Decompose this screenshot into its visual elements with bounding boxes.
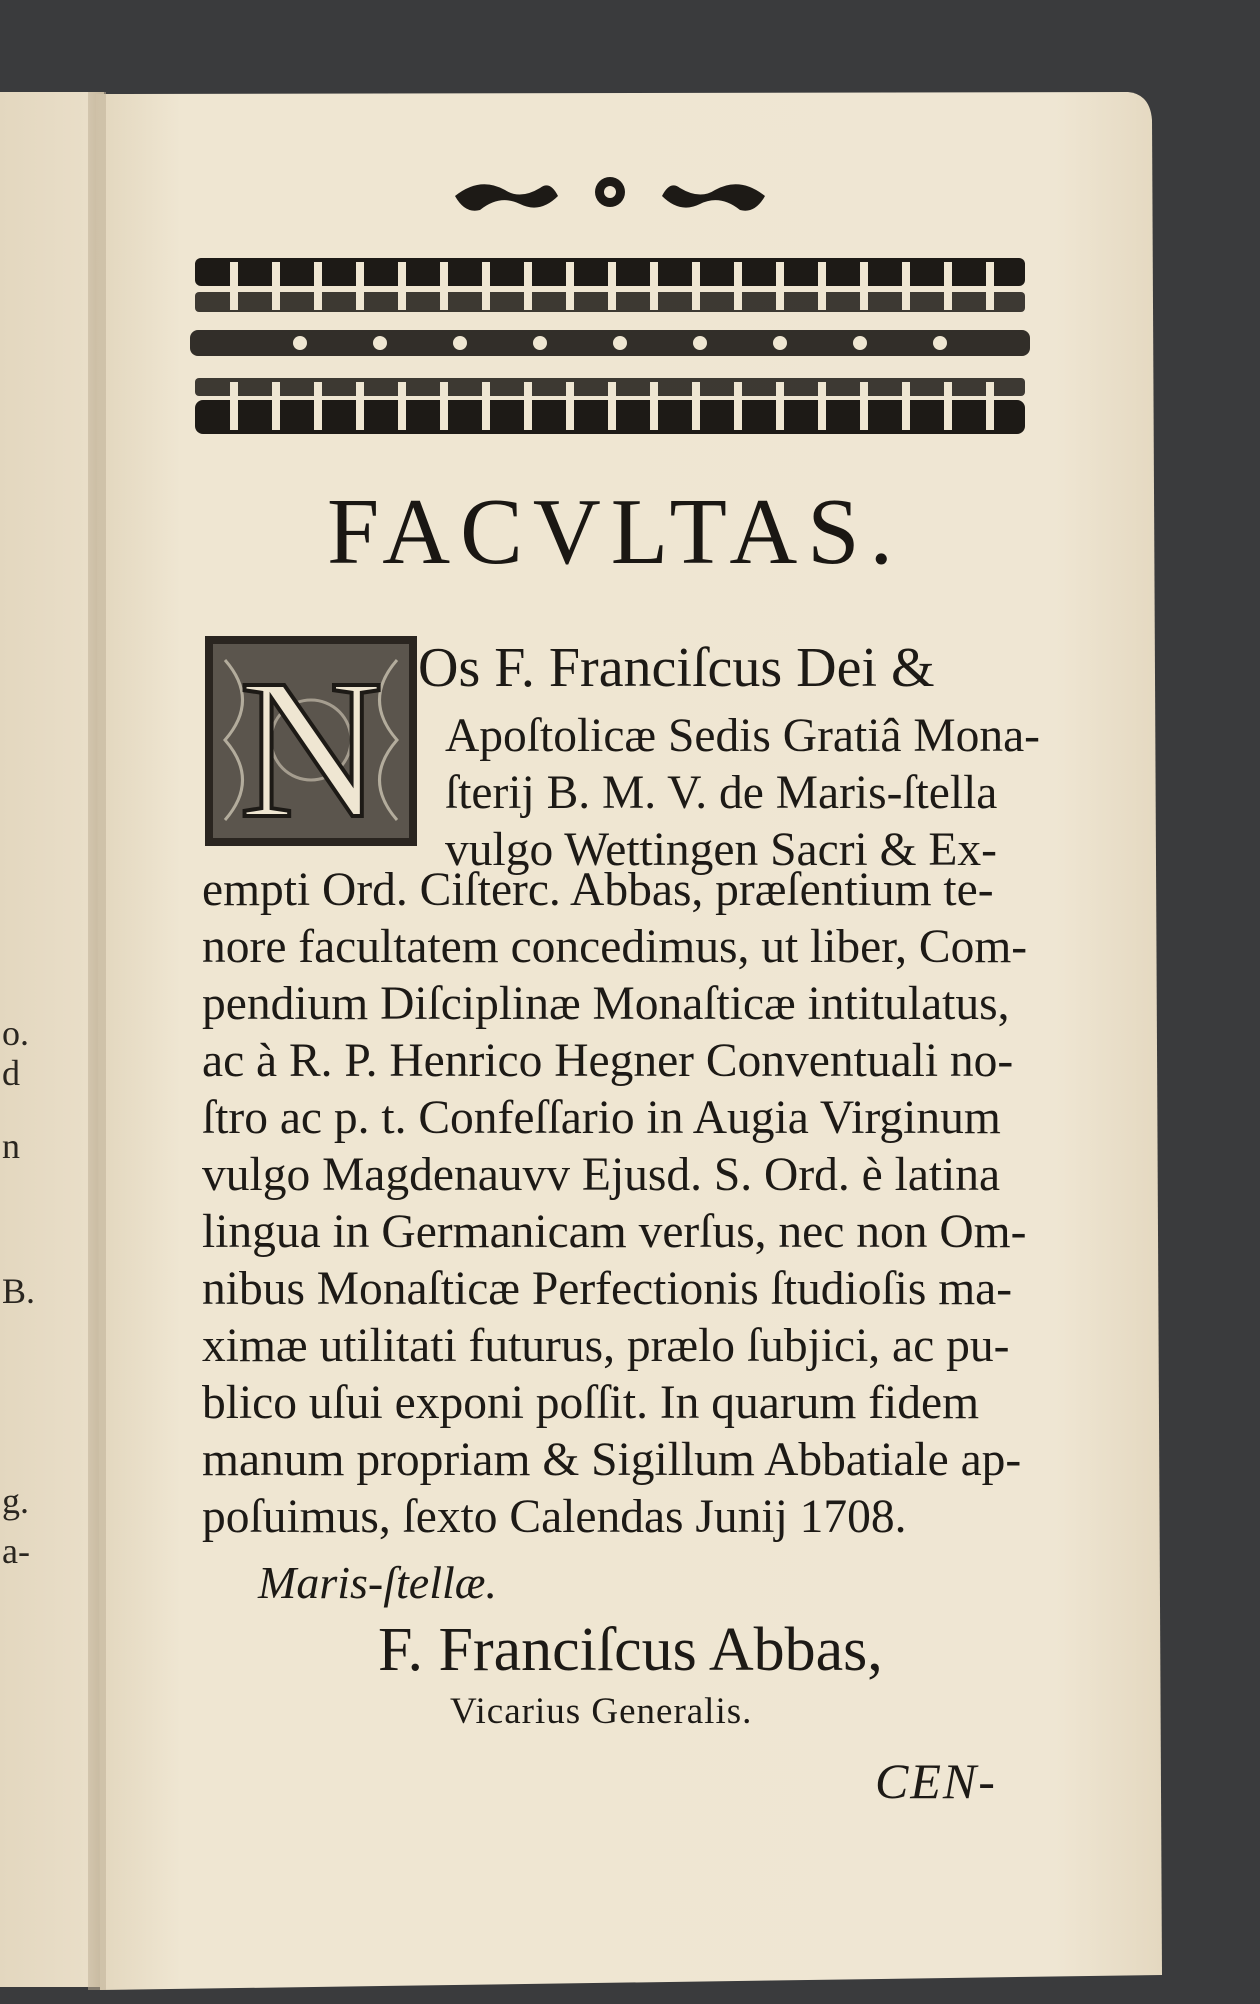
body-line: vulgo Magdenauvv Ejusd. S. Ord. è latina [202, 1149, 1001, 1201]
body-line: nibus Monaſticæ Perfectionis ſtudioſis ma- [202, 1263, 1013, 1315]
body-line: vulgo Wettingen Sacri & Ex- [445, 824, 998, 876]
catchword: CEN- [875, 1753, 997, 1809]
gutter-shadow [88, 92, 106, 1990]
signature-name: F. Franciſcus Abbas, [378, 1616, 883, 1684]
place-line: Maris-ſtellæ. [258, 1557, 497, 1608]
signature-title: Vicarius Generalis. [450, 1691, 753, 1732]
body-line: blico uſui exponi poſſit. In quarum fidem [202, 1377, 980, 1429]
ornament-row-2 [190, 330, 1030, 356]
body-line: ſterij B. M. V. de Maris-ſtella [445, 767, 998, 819]
body-line: nore facultatem concedimus, ut liber, Com- [202, 921, 1028, 973]
dropcap-letter: N [238, 639, 384, 846]
body-line: lingua in Germanicam verſus, nec non Om- [202, 1206, 1027, 1258]
margin-fragment: n [2, 1126, 20, 1166]
body-line: Os F. Franciſcus Dei & [418, 637, 935, 699]
body-line: ac à R. P. Henrico Hegner Conventuali no- [202, 1035, 1014, 1087]
body-line: manum propriam & Sigillum Abbatiale ap- [202, 1434, 1022, 1486]
dropcap [202, 636, 420, 846]
body-line: poſuimus, ſexto Calendas Junij 1708. [202, 1491, 907, 1543]
page-title: FACVLTAS. [326, 480, 904, 584]
margin-fragment: g. [2, 1481, 29, 1521]
body-line: Apoſtolicæ Sedis Gratiâ Mona- [445, 710, 1040, 762]
body-line: pendium Diſciplinæ Monaſticæ intitulatus, [202, 978, 1010, 1030]
margin-fragment: o. [2, 1013, 29, 1053]
body-line: ximæ utilitati futurus, prælo ſubjici, ac pu- [202, 1320, 1010, 1372]
dropcap-letter-svg [202, 636, 420, 846]
body-line: empti Ord. Ciſterc. Abbas, præſentium te- [202, 864, 994, 916]
margin-fragment: a- [2, 1531, 30, 1571]
body-line: ſtro ac p. t. Confeſſario in Augia Virginum [202, 1092, 1001, 1144]
margin-fragment: d [2, 1053, 20, 1093]
margin-fragment: B. [2, 1271, 36, 1311]
